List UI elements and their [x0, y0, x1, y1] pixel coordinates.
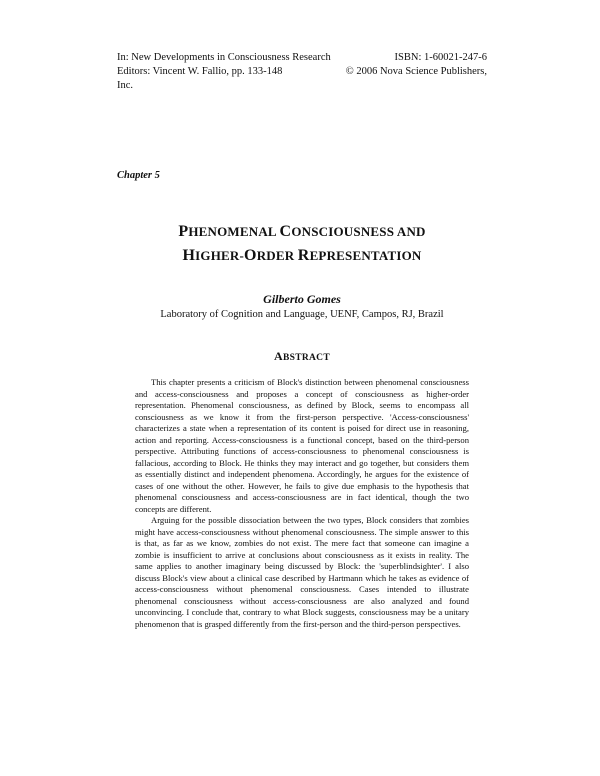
abstract-heading: [117, 349, 487, 364]
copyright: © 2006 Nova Science Publishers,: [345, 66, 487, 77]
title-initial: H: [182, 247, 196, 264]
abstract-body: [135, 377, 469, 630]
chapter-label: Chapter 5: [117, 170, 160, 181]
source-line: In: New Developments in Consciousness Research: [117, 52, 331, 63]
title-text: ONSCIOUSNESS AND: [291, 224, 426, 239]
abstract-heading-initial: A: [274, 349, 283, 363]
author-name: Gilberto Gomes: [263, 292, 341, 306]
title-text: HENOMENAL: [188, 224, 280, 239]
abstract-heading-text: BSTRACT: [282, 353, 330, 363]
title-initial: O: [244, 247, 257, 264]
title-initial: R: [297, 247, 310, 264]
title-line-2: [117, 244, 487, 268]
publication-header: [117, 51, 487, 93]
title-text: IGHER-: [195, 248, 245, 263]
title-initial: C: [279, 223, 292, 240]
abstract-paragraph-2: Arguing for the possible dissociation between the two types, Block considers that zombies might have access-consciousness without phenomenal consciousness. The simple answer to this is that, as far as we know, zombies do not exist. The mere fact that someone can imagine a zombie is insufficient to arrive at conclusions about consciousness as it exists in reality. The same applies to another imaginary being discussed by Block: the 'superblindsighter'. I also discuss Block's view about a clinical case described by Hartmann which he takes as evidence of access-consciousness without phenomenal consciousness. Cases intended to illustrate phenomenal consciousness without access-consciousness are also analyzed and found unconvincing. I conclude that, contrary to what Block suggests, consciousness may be a unitary phenomenon that is grasped differently from the first-person and the third-person perspectives.: [135, 515, 469, 629]
title-text: EPRESENTATION: [309, 248, 422, 263]
copyright-continuation: Inc.: [117, 80, 134, 91]
publication-header-row-1: [117, 51, 487, 65]
title-text: RDER: [256, 248, 298, 263]
isbn: ISBN: 1-60021-247-6: [394, 52, 487, 63]
title-line-1: [117, 220, 487, 244]
title-initial: P: [178, 223, 189, 240]
chapter-title: [117, 220, 487, 268]
publication-header-row-2: [117, 65, 487, 79]
editors-line: Editors: Vincent W. Fallio, pp. 133-148: [117, 66, 283, 77]
author-affiliation: Laboratory of Cognition and Language, UENF, Campos, RJ, Brazil: [160, 309, 444, 320]
abstract-paragraph-1: This chapter presents a criticism of Block's distinction between phenomenal consciousness and access-consciousness and proposes a concept of consciousness as higher-order representation. Phenomenal consciousness, as defined by Block, seems to encompass all consciousness as we know it from the first-person perspective. 'Access-consciousness' characterizes a state when a representation of its content is poised for direct use in reasoning, action and reporting. Access-consciousness is a functional concept, based on the third-person perspective. Attributing functions of access-consciousness to phenomenal consciousness is fallacious, according to Block. He thinks they may interact and go together, but considers them as essentially distinct and independent phenomena. Accordingly, he argues for the existence of cases of one without the other. However, he fails to give due emphasis to the hypothesis that phenomenal consciousness and access-consciousness are in fact identical, though the two concepts are different.: [135, 377, 469, 514]
